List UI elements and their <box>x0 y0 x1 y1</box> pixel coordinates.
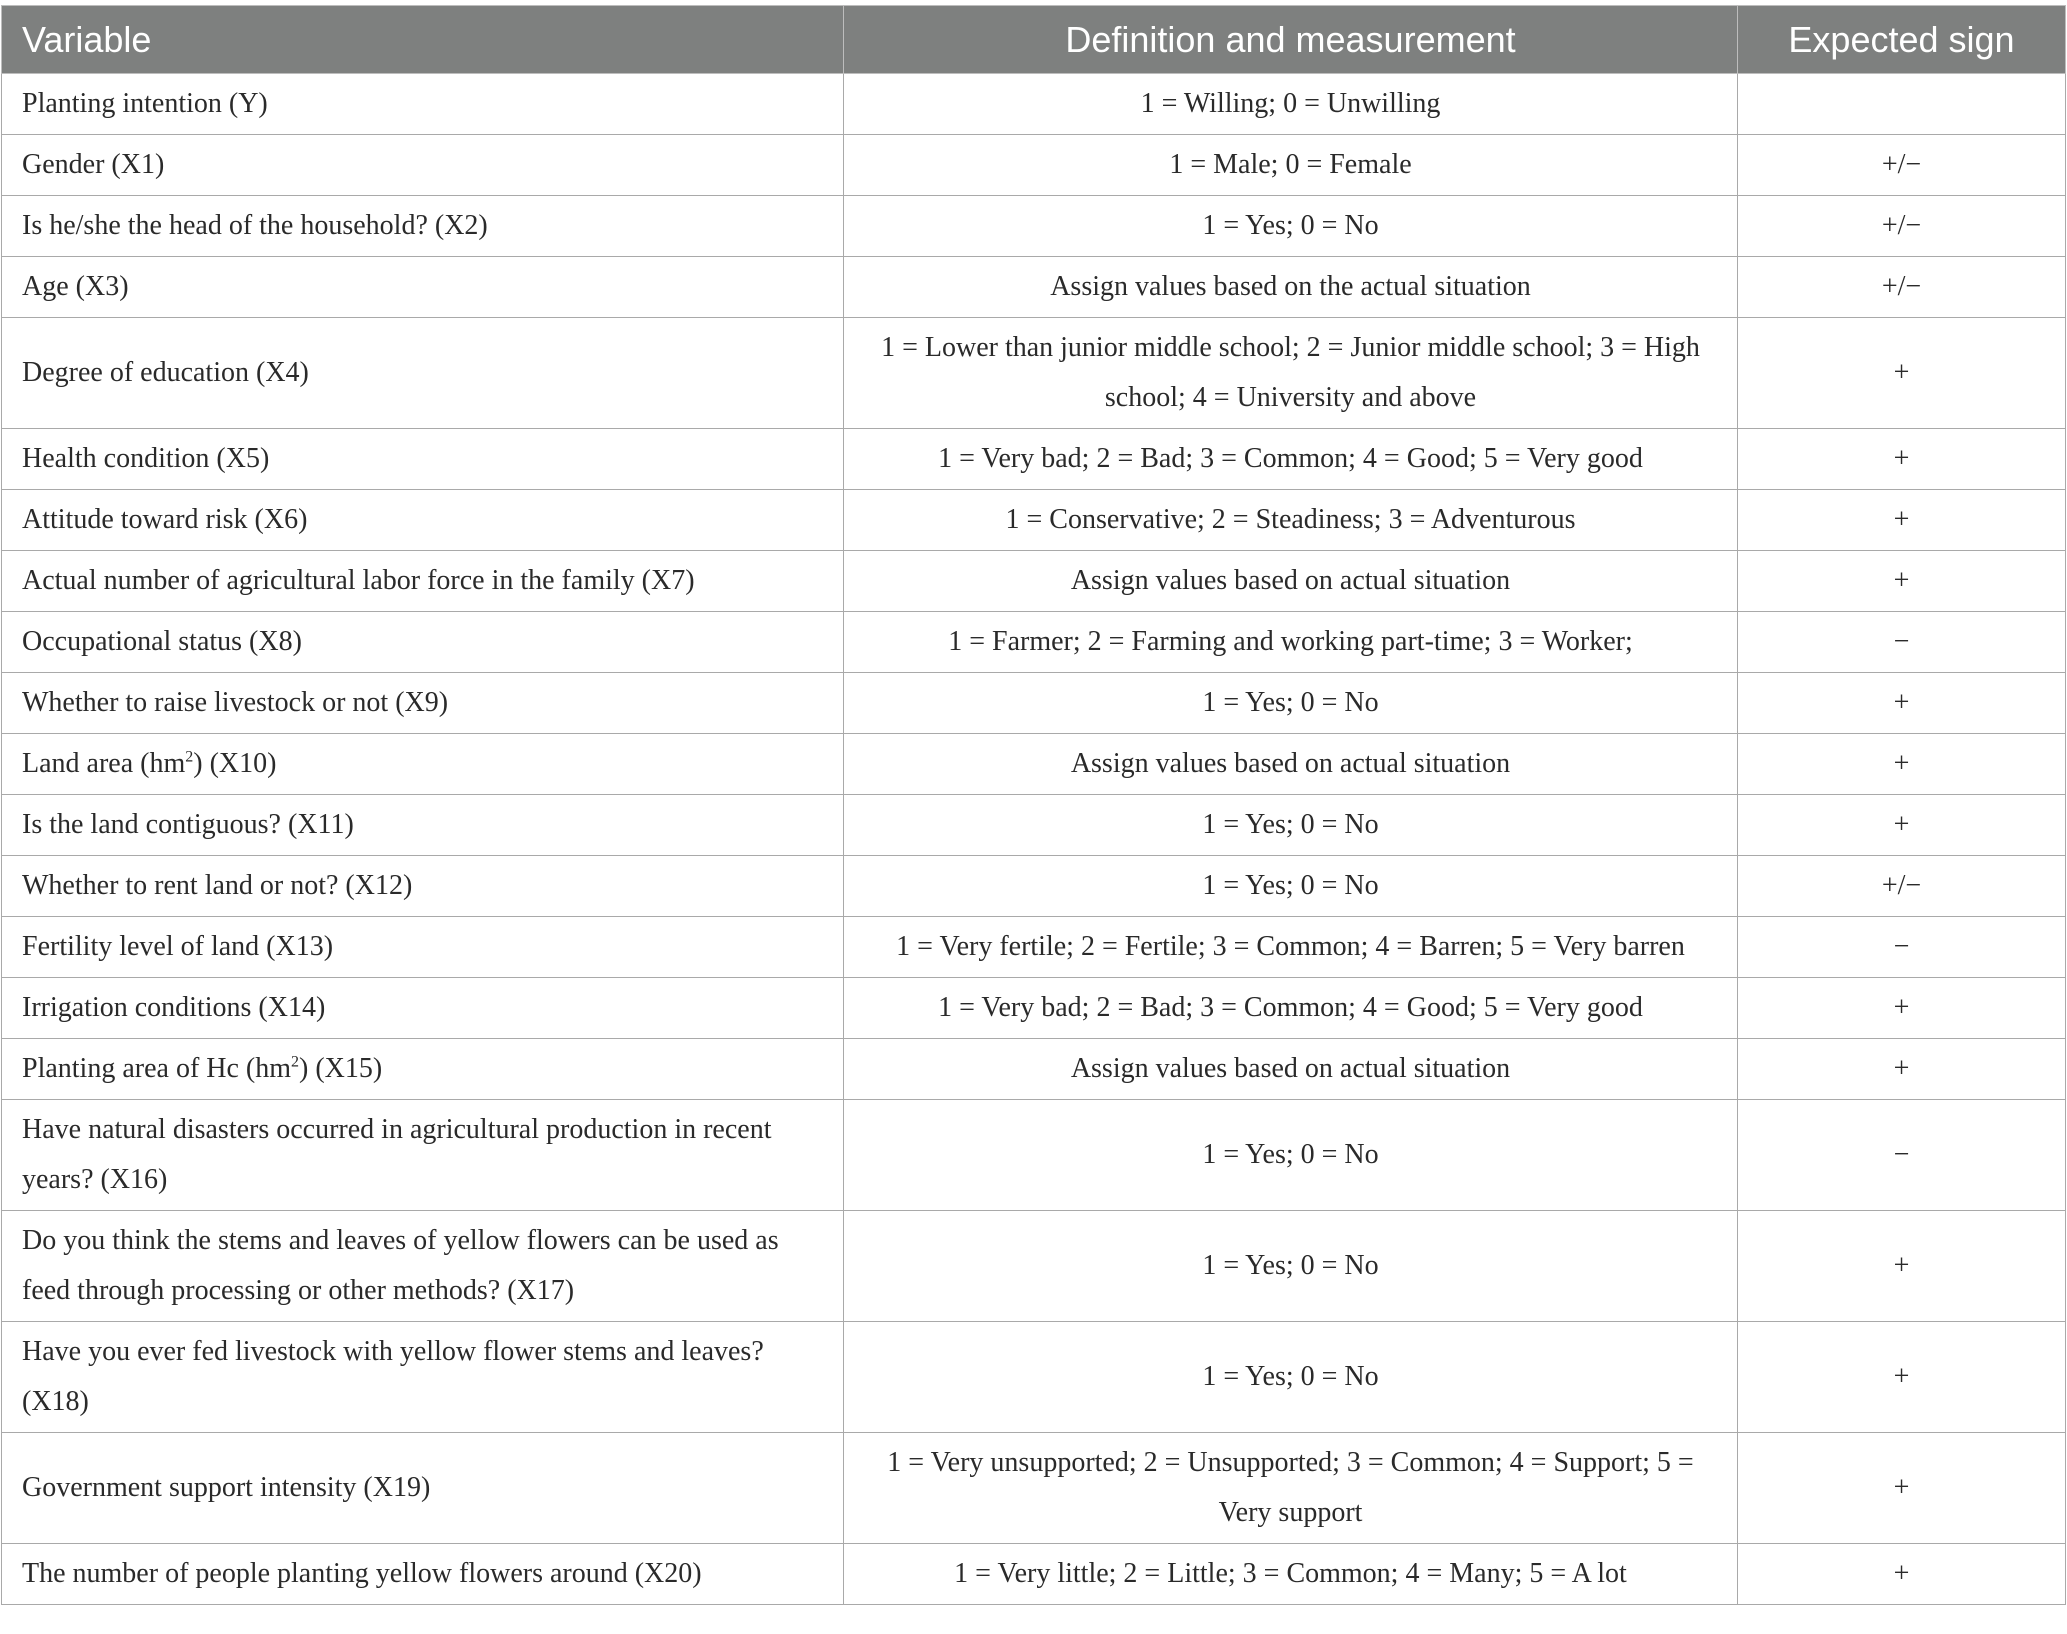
header-definition: Definition and measurement <box>844 6 1738 74</box>
definition-cell: 1 = Very fertile; 2 = Fertile; 3 = Common; 4 = Barren; 5 = Very barren <box>844 917 1738 978</box>
definition-cell: 1 = Male; 0 = Female <box>844 135 1738 196</box>
definition-cell: 1 = Yes; 0 = No <box>844 1211 1738 1322</box>
variable-cell: Actual number of agricultural labor force in the family (X7) <box>2 551 844 612</box>
variable-cell: Government support intensity (X19) <box>2 1433 844 1544</box>
table-row <box>2 551 2066 612</box>
table-row <box>2 196 2066 257</box>
variable-cell: Age (X3) <box>2 257 844 318</box>
table-row <box>2 1100 2066 1211</box>
table-row <box>2 856 2066 917</box>
sign-cell: + <box>1738 1544 2066 1605</box>
definition-cell: Assign values based on actual situation <box>844 551 1738 612</box>
variable-cell: Is he/she the head of the household? (X2) <box>2 196 844 257</box>
sign-cell: + <box>1738 551 2066 612</box>
table-row <box>2 795 2066 856</box>
definition-cell: 1 = Very bad; 2 = Bad; 3 = Common; 4 = Good; 5 = Very good <box>844 429 1738 490</box>
sign-cell: + <box>1738 490 2066 551</box>
variable-cell <box>2 734 844 795</box>
table-row <box>2 734 2066 795</box>
header-expected-sign: Expected sign <box>1738 6 2066 74</box>
variables-table <box>1 5 2066 1605</box>
variable-cell: Is the land contiguous? (X11) <box>2 795 844 856</box>
definition-cell: 1 = Yes; 0 = No <box>844 196 1738 257</box>
sign-cell: − <box>1738 612 2066 673</box>
header-variable: Variable <box>2 6 844 74</box>
sign-cell: + <box>1738 429 2066 490</box>
sign-cell: + <box>1738 673 2066 734</box>
table-row <box>2 429 2066 490</box>
definition-cell: 1 = Very little; 2 = Little; 3 = Common; 4 = Many; 5 = A lot <box>844 1544 1738 1605</box>
definition-cell: 1 = Very unsupported; 2 = Unsupported; 3 = Common; 4 = Support; 5 = Very support <box>844 1433 1738 1544</box>
variable-cell: Whether to rent land or not? (X12) <box>2 856 844 917</box>
variable-cell: Fertility level of land (X13) <box>2 917 844 978</box>
variable-cell: Have you ever fed livestock with yellow flower stems and leaves? (X18) <box>2 1322 844 1433</box>
definition-cell: Assign values based on actual situation <box>844 734 1738 795</box>
definition-cell: 1 = Conservative; 2 = Steadiness; 3 = Adventurous <box>844 490 1738 551</box>
table-row <box>2 1544 2066 1605</box>
definition-cell: 1 = Yes; 0 = No <box>844 1322 1738 1433</box>
table-row <box>2 673 2066 734</box>
variable-text: Planting area of Hc (hm <box>22 1053 292 1084</box>
sign-cell: +/− <box>1738 257 2066 318</box>
table-row <box>2 490 2066 551</box>
table-body <box>2 74 2066 1605</box>
superscript: 2 <box>185 748 194 766</box>
variable-cell <box>2 1039 844 1100</box>
sign-cell: + <box>1738 318 2066 429</box>
variable-cell: Whether to raise livestock or not (X9) <box>2 673 844 734</box>
table-row <box>2 318 2066 429</box>
variable-cell: Gender (X1) <box>2 135 844 196</box>
sign-cell: +/− <box>1738 196 2066 257</box>
table-row <box>2 135 2066 196</box>
definition-cell: Assign values based on actual situation <box>844 1039 1738 1100</box>
table-header <box>2 6 2066 74</box>
definition-cell: 1 = Yes; 0 = No <box>844 856 1738 917</box>
definition-cell: Assign values based on the actual situation <box>844 257 1738 318</box>
table-row <box>2 1039 2066 1100</box>
variable-text: ) (X15) <box>299 1053 383 1084</box>
superscript: 2 <box>291 1053 300 1071</box>
definition-cell: 1 = Lower than junior middle school; 2 = Junior middle school; 3 = High school; 4 = University and above <box>844 318 1738 429</box>
definition-cell: 1 = Willing; 0 = Unwilling <box>844 74 1738 135</box>
variable-cell: Attitude toward risk (X6) <box>2 490 844 551</box>
variable-cell: The number of people planting yellow flowers around (X20) <box>2 1544 844 1605</box>
sign-cell: + <box>1738 978 2066 1039</box>
sign-cell: + <box>1738 795 2066 856</box>
definition-cell: 1 = Yes; 0 = No <box>844 795 1738 856</box>
variable-cell: Irrigation conditions (X14) <box>2 978 844 1039</box>
table-row <box>2 612 2066 673</box>
variable-cell: Do you think the stems and leaves of yellow flowers can be used as feed through processing or other methods? (X17) <box>2 1211 844 1322</box>
table-row <box>2 1211 2066 1322</box>
sign-cell <box>1738 74 2066 135</box>
definition-cell: 1 = Farmer; 2 = Farming and working part-time; 3 = Worker; <box>844 612 1738 673</box>
sign-cell: + <box>1738 734 2066 795</box>
table-row <box>2 1433 2066 1544</box>
sign-cell: + <box>1738 1039 2066 1100</box>
variable-cell: Occupational status (X8) <box>2 612 844 673</box>
variable-cell: Health condition (X5) <box>2 429 844 490</box>
table-row <box>2 257 2066 318</box>
table-row <box>2 74 2066 135</box>
sign-cell: − <box>1738 1100 2066 1211</box>
table-row <box>2 917 2066 978</box>
variable-cell: Have natural disasters occurred in agricultural production in recent years? (X16) <box>2 1100 844 1211</box>
sign-cell: +/− <box>1738 135 2066 196</box>
definition-cell: 1 = Very bad; 2 = Bad; 3 = Common; 4 = Good; 5 = Very good <box>844 978 1738 1039</box>
sign-cell: +/− <box>1738 856 2066 917</box>
header-row <box>2 6 2066 74</box>
variable-cell: Degree of education (X4) <box>2 318 844 429</box>
table-row <box>2 1322 2066 1433</box>
sign-cell: + <box>1738 1322 2066 1433</box>
definition-cell: 1 = Yes; 0 = No <box>844 1100 1738 1211</box>
variable-text: Land area (hm <box>22 748 186 779</box>
table-row <box>2 978 2066 1039</box>
variable-text: ) (X10) <box>193 748 277 779</box>
sign-cell: + <box>1738 1433 2066 1544</box>
variable-cell: Planting intention (Y) <box>2 74 844 135</box>
definition-cell: 1 = Yes; 0 = No <box>844 673 1738 734</box>
sign-cell: + <box>1738 1211 2066 1322</box>
sign-cell: − <box>1738 917 2066 978</box>
